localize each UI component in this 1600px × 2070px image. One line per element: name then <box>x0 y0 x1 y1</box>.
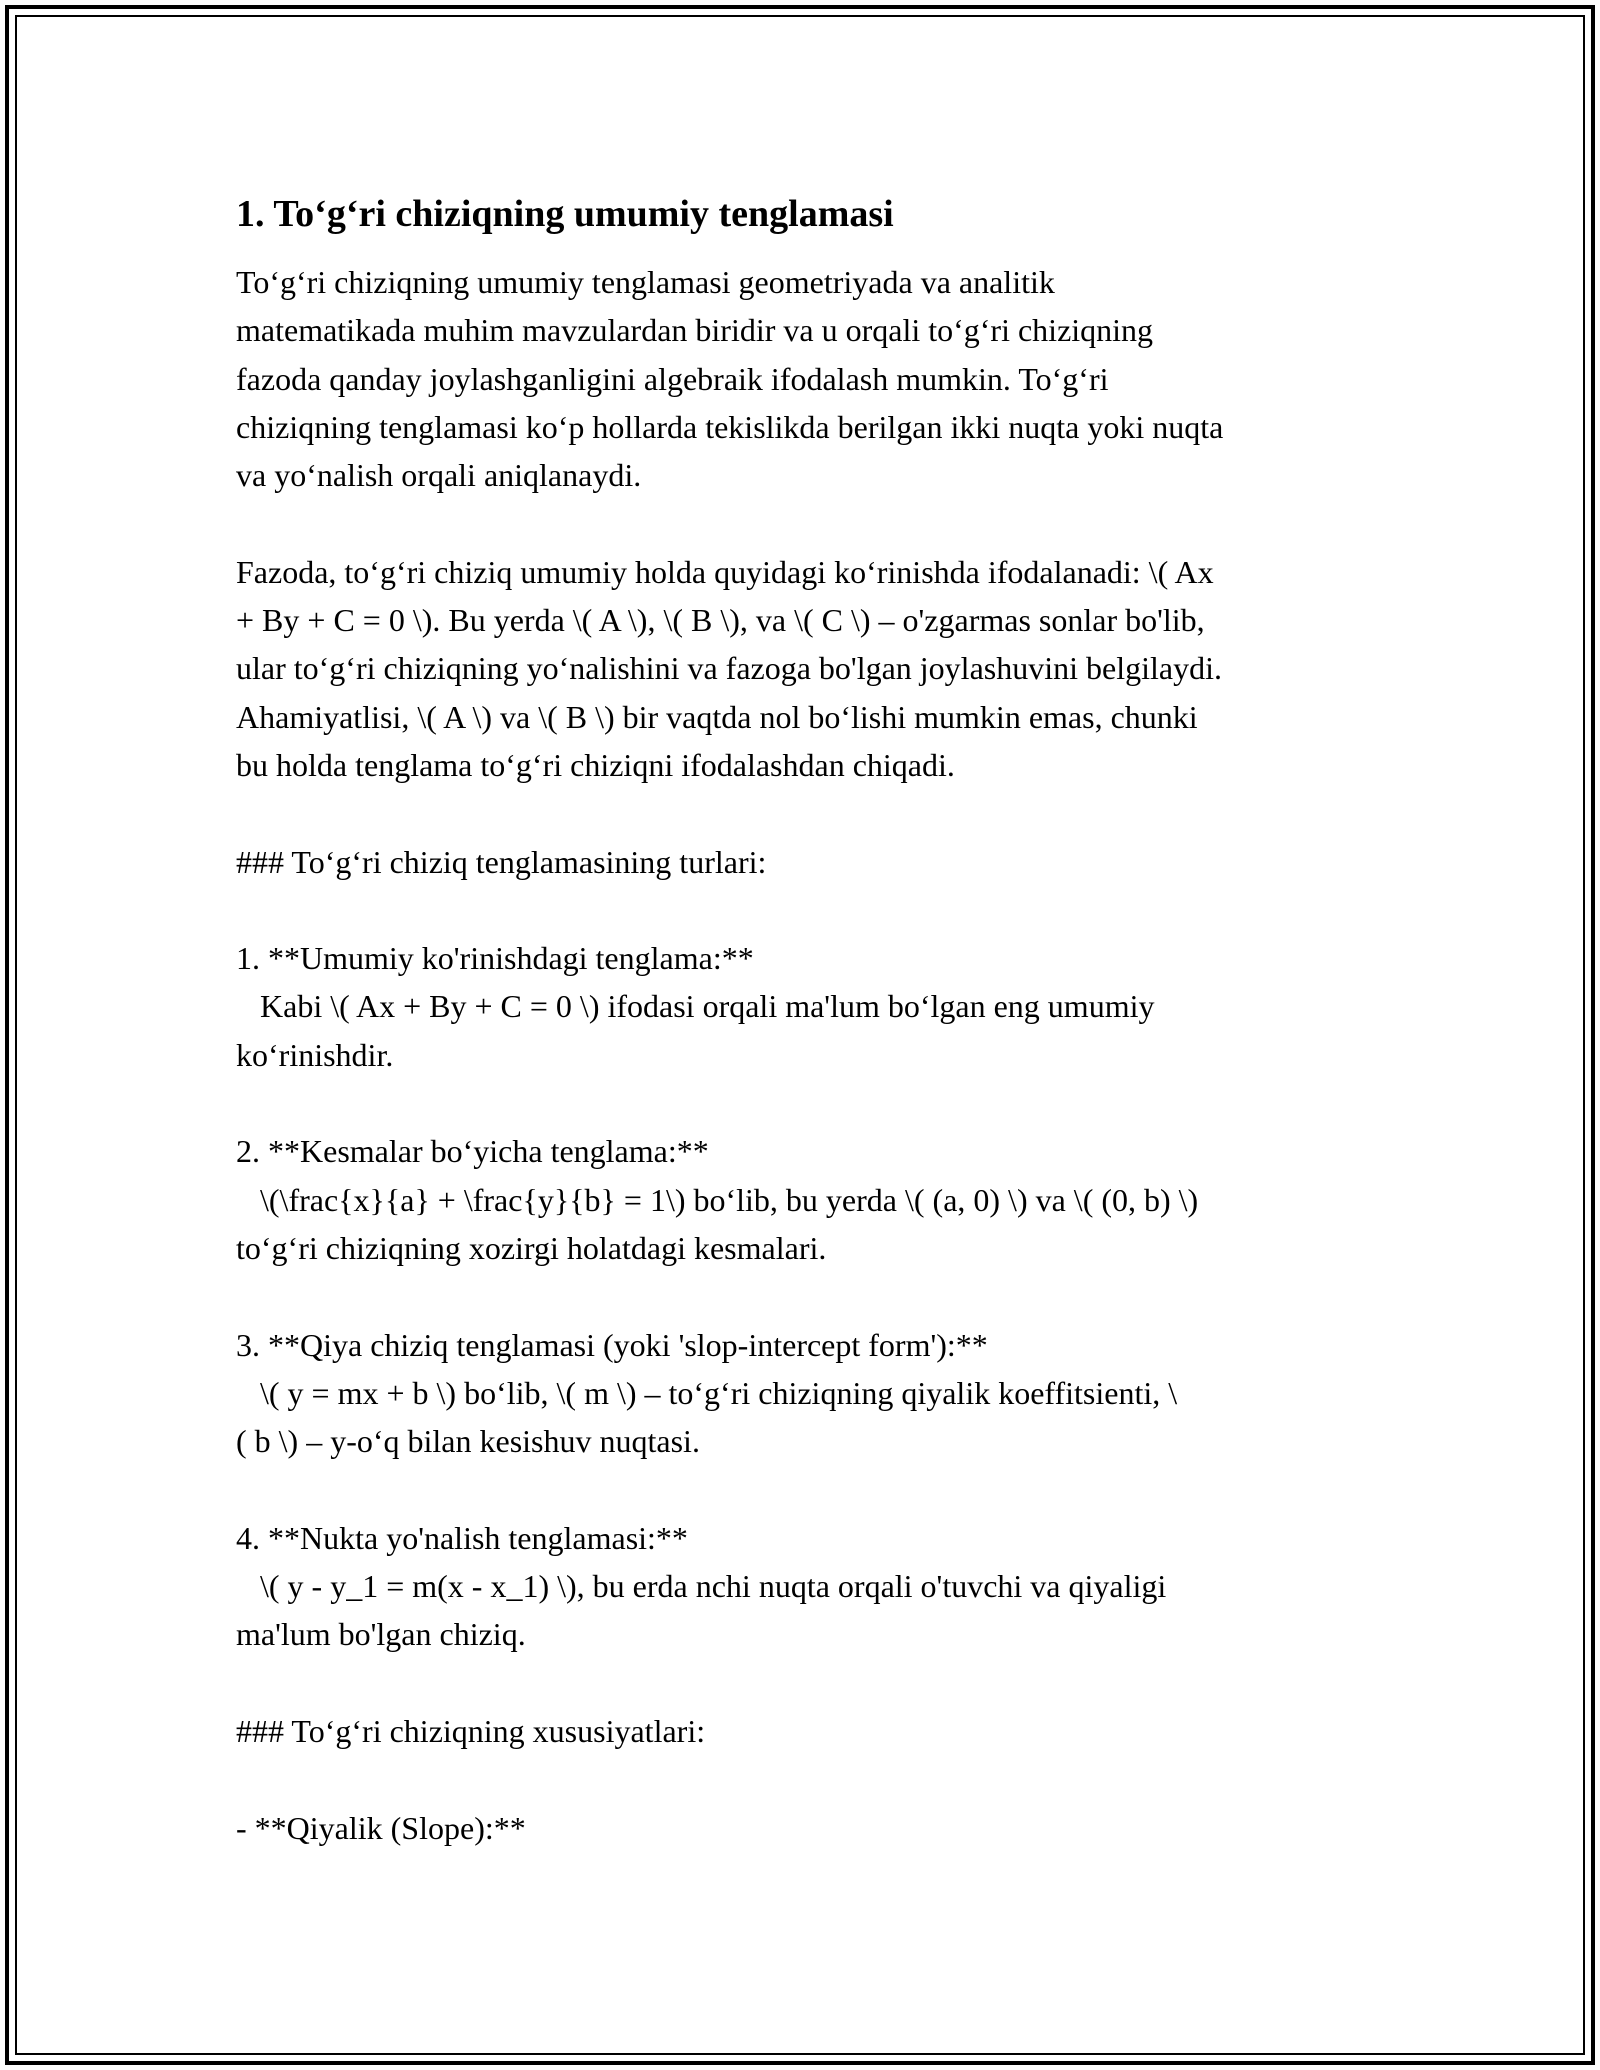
text-line: \( y = mx + b \) bo‘lib, \( m \) – to‘g‘ri chiziqning qiyalik koeffitsienti, \ <box>236 1374 1178 1411</box>
paragraph-gap <box>236 1079 1376 1127</box>
paragraph <box>236 258 1376 499</box>
paragraph <box>236 1804 1376 1852</box>
document-page <box>236 186 1376 1852</box>
text-line: ma'lum bo'lgan chiziq. <box>236 1616 526 1653</box>
paragraph <box>236 1514 1376 1659</box>
paragraph <box>236 934 1376 1079</box>
text-line: 4. **Nukta yo'nalish tenglamasi:** <box>236 1519 688 1556</box>
text-line: To‘g‘ri chiziqning umumiy tenglamasi geometriyada va analitik <box>236 264 1055 300</box>
text-line: bu holda tenglama to‘g‘ri chiziqni ifodalashdan chiqadi. <box>236 746 955 783</box>
document-body <box>236 258 1376 1852</box>
paragraph <box>236 1127 1376 1272</box>
text-line: + By + C = 0 \). Bu yerda \( A \), \( B \), va \( C \) – o'zgarmas sonlar bo'lib, <box>236 602 1205 639</box>
spacer <box>236 242 1376 258</box>
text-line: - **Qiyalik (Slope):** <box>236 1809 526 1846</box>
text-line: Fazoda, to‘g‘ri chiziq umumiy holda quyidagi ko‘rinishda ifodalanadi: \( Ax <box>236 553 1214 590</box>
paragraph-gap <box>236 1272 1376 1320</box>
document-title: 1. To‘g‘ri chiziqning umumiy tenglamasi <box>236 193 894 235</box>
paragraph <box>236 1321 1376 1466</box>
paragraph-gap <box>236 886 1376 934</box>
text-line: 3. **Qiya chiziq tenglamasi (yoki 'slop-intercept form'):** <box>236 1326 988 1363</box>
paragraph <box>236 1707 1376 1755</box>
text-line: Kabi \( Ax + By + C = 0 \) ifodasi orqali ma'lum bo‘lgan eng umumiy <box>236 988 1155 1025</box>
text-line: 2. **Kesmalar bo‘yicha tenglama:** <box>236 1133 709 1170</box>
paragraph-gap <box>236 499 1376 547</box>
text-line: ### To‘g‘ri chiziqning xususiyatlari: <box>236 1712 706 1749</box>
text-line: fazoda qanday joylashganligini algebraik ifodalash mumkin. To‘g‘ri <box>236 360 1109 397</box>
text-line: \(\frac{x}{a} + \frac{y}{b} = 1\) bo‘lib, bu yerda \( (a, 0) \) va \( (0, b) \) <box>236 1181 1199 1218</box>
paragraph-gap <box>236 789 1376 837</box>
paragraph <box>236 548 1376 789</box>
text-line: Ahamiyatlisi, \( A \) va \( B \) bir vaqtda nol bo‘lishi mumkin emas, chunki <box>236 698 1198 735</box>
paragraph-gap <box>236 1755 1376 1803</box>
text-line: 1. **Umumiy ko'rinishdagi tenglama:** <box>236 940 754 977</box>
text-line: ular to‘g‘ri chiziqning yo‘nalishini va fazoga bo'lgan joylashuvini belgilaydi. <box>236 650 1222 687</box>
text-line: matematikada muhim mavzulardan biridir va u orqali to‘g‘ri chiziqning <box>236 312 1154 349</box>
text-line: \( y - y_1 = m(x - x_1) \), bu erda nchi nuqta orqali o'tuvchi va qiyaligi <box>236 1568 1167 1605</box>
text-line: ( b \) – y-o‘q bilan kesishuv nuqtasi. <box>236 1423 700 1460</box>
paragraph <box>236 838 1376 886</box>
text-line: to‘g‘ri chiziqning xozirgi holatdagi kesmalari. <box>236 1229 827 1266</box>
text-line: ### To‘g‘ri chiziq tenglamasining turlari: <box>236 843 767 880</box>
paragraph-gap <box>236 1659 1376 1707</box>
text-line: chiziqning tenglamasi ko‘p hollarda tekislikda berilgan ikki nuqta yoki nuqta <box>236 408 1224 445</box>
text-line: va yo‘nalish orqali aniqlanaydi. <box>236 457 642 494</box>
paragraph-gap <box>236 1465 1376 1513</box>
text-line: ko‘rinishdir. <box>236 1036 394 1073</box>
